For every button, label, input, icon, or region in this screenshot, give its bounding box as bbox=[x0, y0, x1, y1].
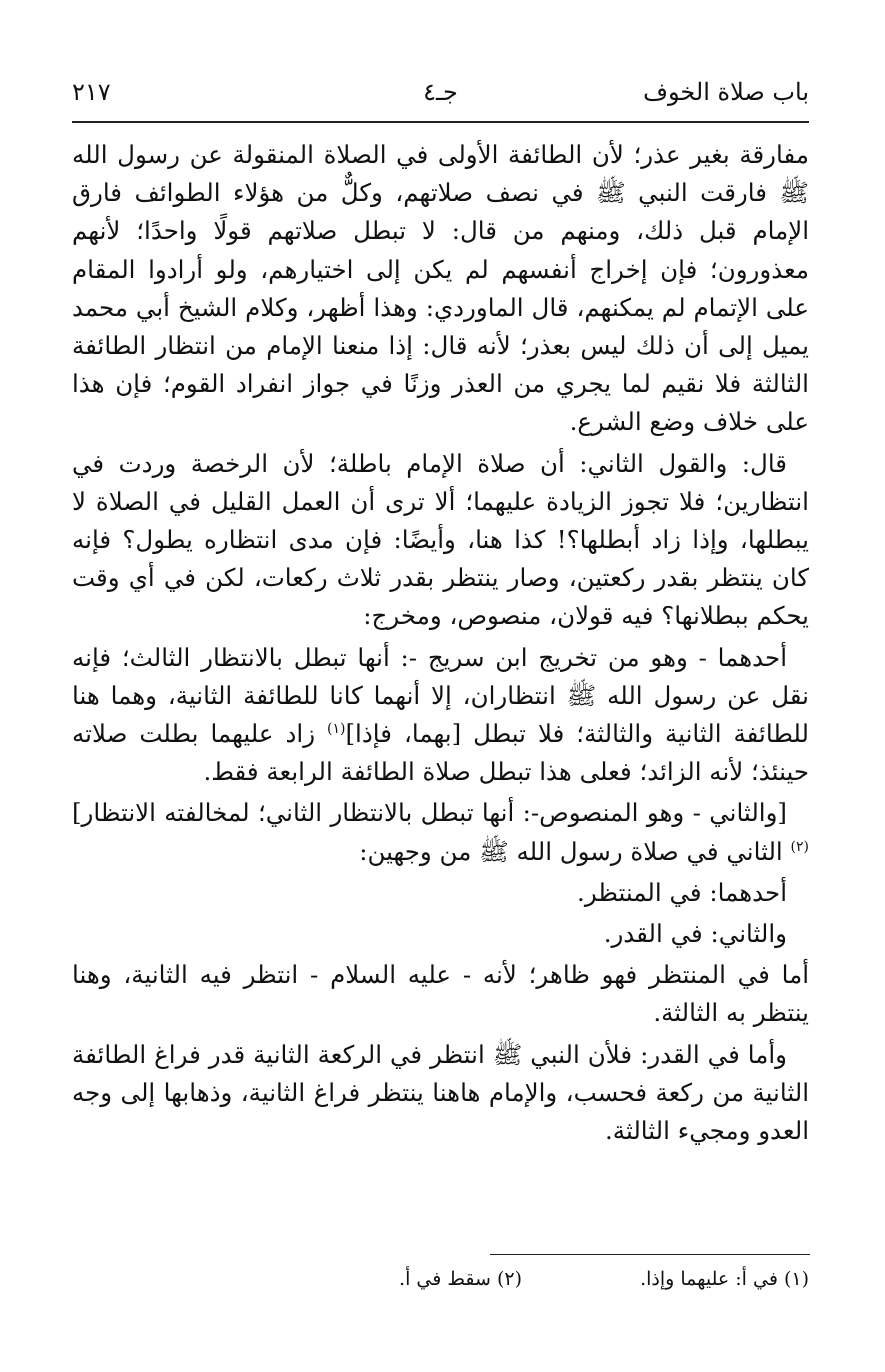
page-number: ٢١٧ bbox=[72, 78, 111, 106]
paragraph: أحدهما: في المنتظر. bbox=[577, 877, 787, 907]
volume-label: جـ٤ bbox=[423, 78, 458, 106]
footnote-2: (٢) سقط في أ. bbox=[399, 1268, 523, 1290]
footnote-rule bbox=[490, 1254, 810, 1255]
chapter-title: باب صلاة الخوف bbox=[643, 78, 809, 106]
page-header bbox=[72, 78, 809, 112]
footnote-marker: (١) bbox=[327, 720, 346, 737]
footnote-1: (١) في أ: عليهما وإذا. bbox=[640, 1268, 809, 1290]
paragraph: [والثاني - وهو المنصوص-: أنها تبطل بالانتظار الثاني؛ لمخالفته الانتظار]$^{(٢)}$ الثاني في صلاة رسول الله ﷺ من وجهين: bbox=[72, 798, 809, 866]
paragraph: والثاني: في القدر. bbox=[603, 919, 787, 949]
paragraph: مفارقة بغير عذر؛ لأن الطائفة الأولى في الصلاة المنقولة عن رسول الله ﷺ فارقت النبي ﷺ في نصف صلاتهم، وكلٌّ من هؤلاء الطوائف فارق الإمام قبل ذلك، ومنهم من قال: لا تبطل صلاتهم قولًا واحدًا؛ لأنهم معذورون؛ فإن إخراج أنفسهم لم يكن إلى اختيارهم، ولو أرادوا المقام على الإتمام لم يمكنهم، قال الماوردي: وهذا أظهر، وكلام الشيخ أبي محمد يميل إلى أن ذلك ليس بعذر؛ لأنه قال: إذا منعنا الإمام من انتظار الطائفة الثالثة فلا نقيم لما يجري من العذر وزنًا في جواز انفراد القوم؛ فإن هذا على خلاف وضع الشرع. bbox=[72, 140, 809, 437]
paragraph: قال: والقول الثاني: أن صلاة الإمام باطلة؛ لأن الرخصة وردت في انتظارين؛ فلا تجوز الزيادة عليهما؛ ألا ترى أن العمل القليل في الصلاة لا يبطلها، وإذا زاد أبطلها؟! كذا هنا، وأيضًا: فإن مدى انتظاره يطول؟ فإنه كان ينتظر بقدر ركعتين، وصار ينتظر بقدر ثلاث ركعات، لكن في أي وقت يحكم ببطلانها؟ فيه قولان، منصوص، ومخرج: bbox=[72, 448, 809, 631]
main-text bbox=[72, 136, 809, 1153]
header-rule bbox=[72, 121, 809, 123]
footnote-marker: (٢) bbox=[790, 838, 809, 855]
paragraph: أما في المنتظر فهو ظاهر؛ لأنه - عليه السلام - انتظر فيه الثانية، وهنا ينتظر به الثالثة. bbox=[72, 960, 809, 1028]
paragraph: وأما في القدر: فلأن النبي ﷺ انتظر في الركعة الثانية قدر فراغ الطائفة الثانية من ركعة فحسب، والإمام هاهنا ينتظر فراغ الثانية، وذهابها إلى وجه العدو ومجيء الثالثة. bbox=[72, 1039, 809, 1146]
footnotes bbox=[399, 1268, 809, 1290]
paragraph: أحدهما - وهو من تخريج ابن سريج -: أنها تبطل بالانتظار الثالث؛ فإنه نقل عن رسول الله ﷺ انتظاران، إلا أنهما كانا للطائفة الثانية، وهما هنا للطائفة الثانية والثالثة؛ فلا تبطل [بهما، فإذا]$^{(١)}$ زاد عليهما بطلت صلاته حينئذ؛ لأنه الزائد؛ فعلى هذا تبطل صلاة الطائفة الرابعة فقط. bbox=[72, 642, 809, 787]
